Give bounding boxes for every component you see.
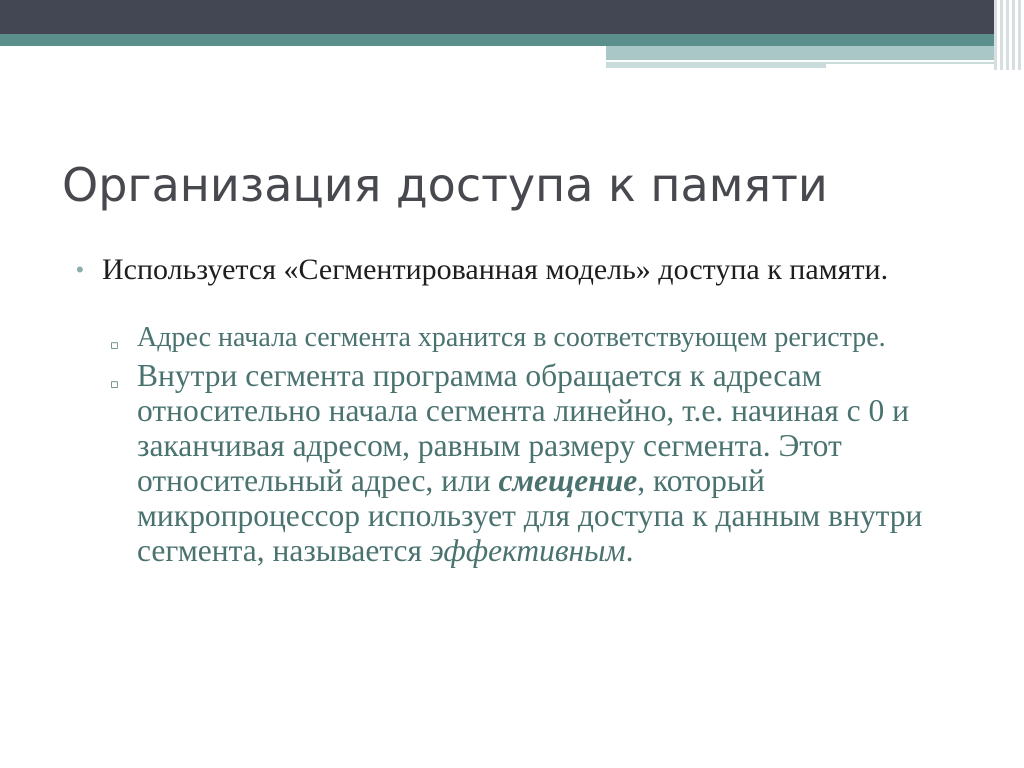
- header-band-light: [606, 46, 1024, 60]
- header-band-dark: [0, 0, 1024, 34]
- header-band-teal: [0, 34, 1024, 46]
- sub-bullet-item: [110, 322, 976, 354]
- square-bullet-icon: ▫: [110, 338, 119, 353]
- emphasis-bold-term: смещение: [498, 463, 638, 498]
- sub-bullet-text-part: .: [625, 533, 634, 568]
- sub-bullet-item: [110, 358, 976, 568]
- square-bullet-icon: ▫: [110, 377, 119, 392]
- sub-bullet-text: Адрес начала сегмента хранится в соответствующем регистре.: [137, 322, 886, 353]
- header-stripes: [994, 0, 1024, 70]
- bullet-text: Используется «Сегментированная модель» доступа к памяти.: [102, 253, 889, 286]
- emphasis-italic-term: эффективным: [429, 533, 626, 568]
- bullet-dot-icon: •: [76, 257, 84, 282]
- sub-bullet-text-part: Внутри сегмента программа обращается к адресам относительно начала сегмента линейно, т.е. начиная с 0 и заканчивая адресом, равным размеру сегмента. Этот относительный адрес, или: [137, 358, 909, 498]
- slide-content: [76, 252, 976, 568]
- sub-bullet-list: [110, 322, 976, 568]
- slide-title: Организация доступа к памяти: [62, 158, 828, 212]
- header-band-light-thin: [606, 62, 826, 68]
- bullet-level-1: [76, 252, 976, 288]
- sub-bullet-text-part: , который микропроцессор использует для доступа к данным внутри сегмента, называется: [137, 463, 923, 568]
